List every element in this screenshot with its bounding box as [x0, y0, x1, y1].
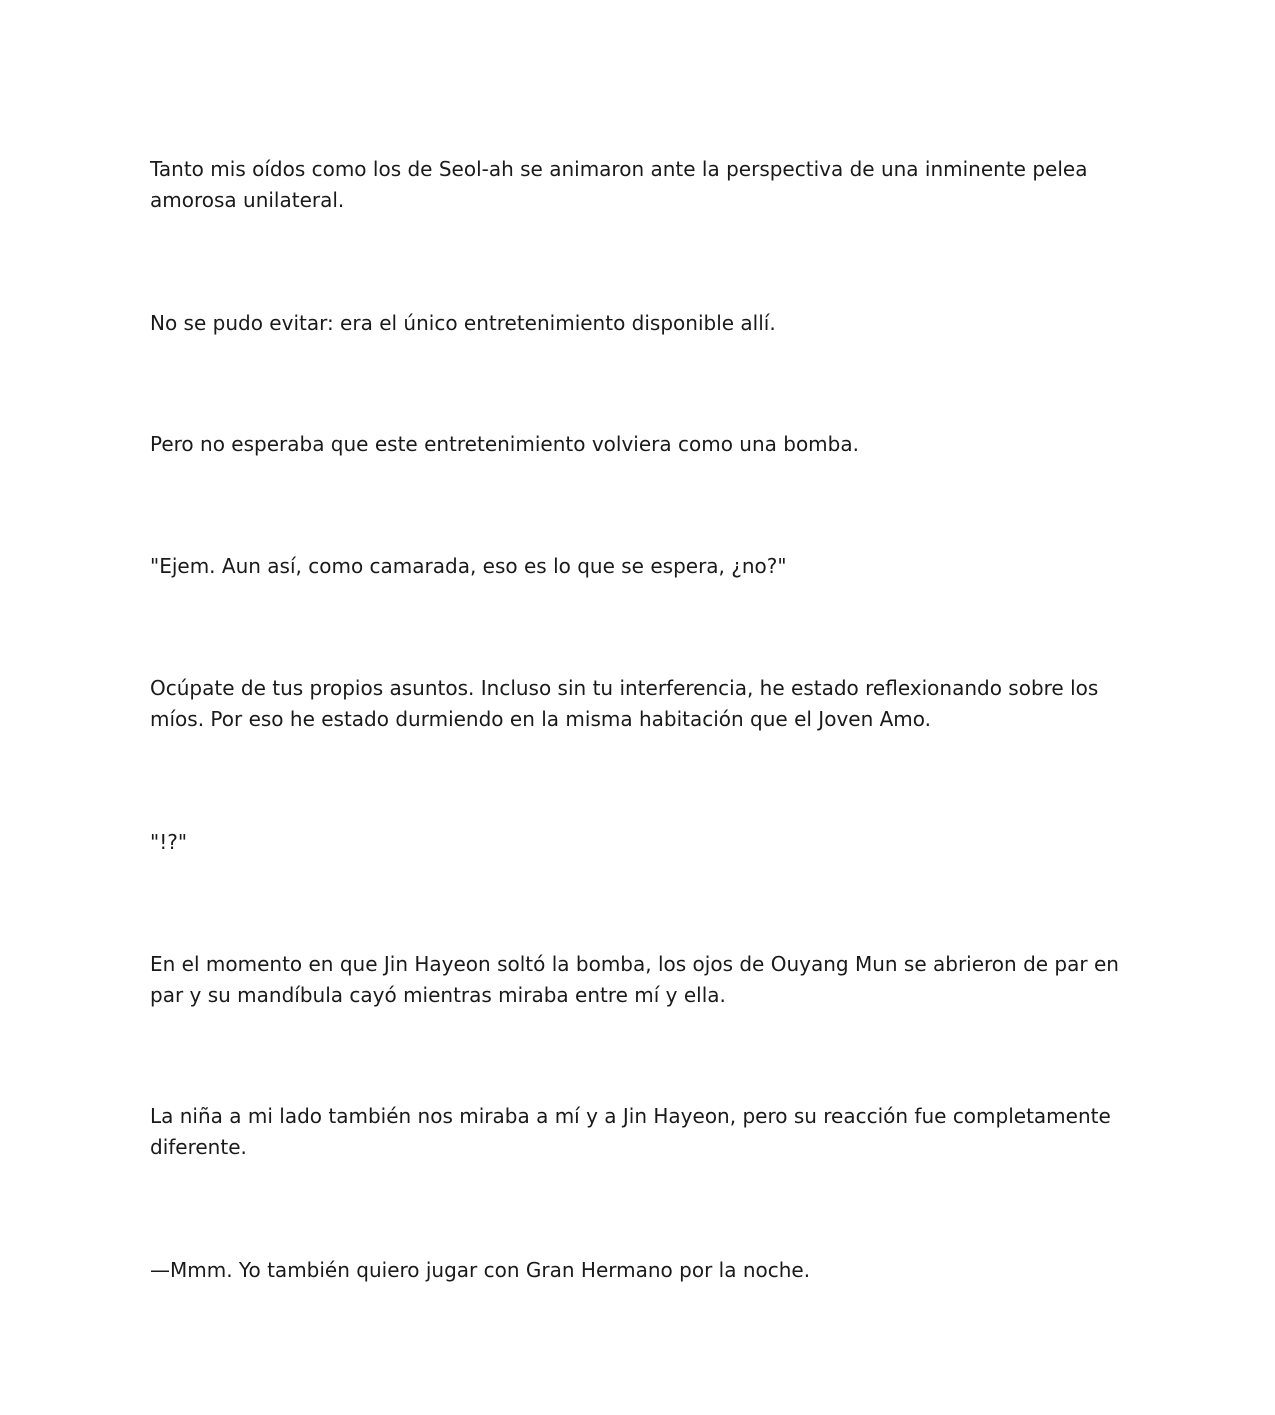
paragraph: En el momento en que Jin Hayeon soltó la bomba, los ojos de Ouyang Mun se abrieron de par en par y su mandíbula cayó mientras miraba entre mí y ella.: [150, 952, 1119, 1007]
paragraph: "Ejem. Aun así, como camarada, eso es lo que se espera, ¿no?": [150, 554, 787, 578]
paragraph: Pero no esperaba que este entretenimiento volviera como una bomba.: [150, 432, 859, 456]
paragraph: "!?": [150, 830, 188, 854]
paragraph: No se pudo evitar: era el único entretenimiento disponible allí.: [150, 311, 776, 335]
paragraph: —Mmm. Yo también quiero jugar con Gran Hermano por la noche.: [150, 1258, 811, 1282]
paragraph: Tanto mis oídos como los de Seol-ah se animaron ante la perspectiva de una inminente pelea amorosa unilateral.: [150, 157, 1088, 212]
paragraph: La niña a mi lado también nos miraba a mí y a Jin Hayeon, pero su reacción fue completamente diferente.: [150, 1104, 1111, 1159]
paragraph: Ocúpate de tus propios asuntos. Incluso sin tu interferencia, he estado reflexionando sobre los míos. Por eso he estado durmiendo en la misma habitación que el Joven Amo.: [150, 676, 1099, 731]
